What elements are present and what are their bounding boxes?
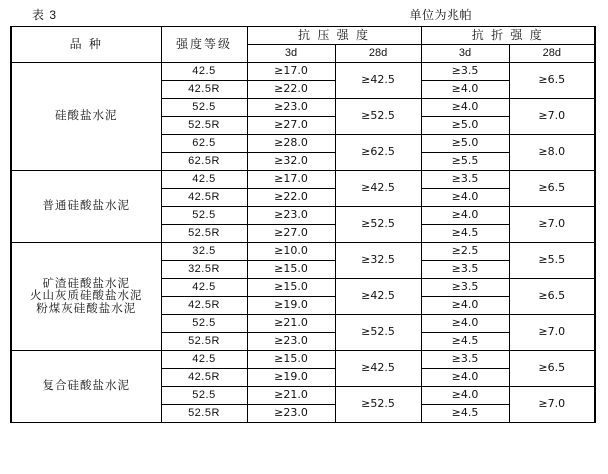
flexural-3d-value: ≥3.5 <box>421 351 509 369</box>
strength-grade-cell: 52.5R <box>161 117 247 135</box>
header-variety: 品 种 <box>11 27 161 63</box>
strength-grade-cell: 52.5 <box>161 99 247 117</box>
cement-variety-name: 硅酸盐水泥 <box>11 63 161 171</box>
compressive-3d-value: ≥27.0 <box>247 117 335 135</box>
flexural-28d-value: ≥7.0 <box>509 315 595 351</box>
strength-grade-cell: 42.5R <box>161 189 247 207</box>
compressive-3d-value: ≥19.0 <box>247 369 335 387</box>
table-body <box>11 63 595 423</box>
flexural-3d-value: ≥4.0 <box>421 369 509 387</box>
header-compressive-strength: 抗 压 强 度 <box>247 27 421 45</box>
flexural-3d-value: ≥3.5 <box>421 261 509 279</box>
compressive-3d-value: ≥22.0 <box>247 81 335 99</box>
compressive-28d-value: ≥52.5 <box>335 99 421 135</box>
compressive-3d-value: ≥15.0 <box>247 279 335 297</box>
table-row <box>11 351 595 369</box>
compressive-28d-value: ≥32.5 <box>335 243 421 279</box>
table-unit-note: 单位为兆帕 <box>409 8 472 22</box>
cement-strength-table <box>10 26 596 423</box>
compressive-3d-value: ≥17.0 <box>247 63 335 81</box>
compressive-3d-value: ≥15.0 <box>247 351 335 369</box>
compressive-28d-value: ≥52.5 <box>335 315 421 351</box>
cement-variety-name: 普通硅酸盐水泥 <box>11 171 161 243</box>
cement-variety-name: 矿渣硅酸盐水泥 火山灰质硅酸盐水泥 粉煤灰硅酸盐水泥 <box>11 243 161 351</box>
compressive-28d-value: ≥52.5 <box>335 387 421 423</box>
flexural-3d-value: ≥4.0 <box>421 81 509 99</box>
flexural-3d-value: ≥5.0 <box>421 135 509 153</box>
flexural-28d-value: ≥6.5 <box>509 63 595 99</box>
flexural-3d-value: ≥3.5 <box>421 279 509 297</box>
flexural-3d-value: ≥4.5 <box>421 225 509 243</box>
flexural-28d-value: ≥8.0 <box>509 135 595 171</box>
compressive-28d-value: ≥62.5 <box>335 135 421 171</box>
compressive-3d-value: ≥32.0 <box>247 153 335 171</box>
strength-grade-cell: 42.5R <box>161 81 247 99</box>
strength-grade-cell: 52.5R <box>161 333 247 351</box>
flexural-28d-value: ≥7.0 <box>509 207 595 243</box>
compressive-3d-value: ≥21.0 <box>247 315 335 333</box>
strength-grade-cell: 42.5 <box>161 171 247 189</box>
strength-grade-cell: 52.5R <box>161 225 247 243</box>
compressive-28d-value: ≥52.5 <box>335 207 421 243</box>
flexural-28d-value: ≥7.0 <box>509 387 595 423</box>
strength-grade-cell: 42.5 <box>161 351 247 369</box>
flexural-3d-value: ≥4.0 <box>421 315 509 333</box>
table-row <box>11 171 595 189</box>
cement-variety-name: 复合硅酸盐水泥 <box>11 351 161 423</box>
compressive-3d-value: ≥22.0 <box>247 189 335 207</box>
strength-grade-cell: 52.5 <box>161 207 247 225</box>
flexural-3d-value: ≥5.5 <box>421 153 509 171</box>
strength-grade-cell: 52.5 <box>161 387 247 405</box>
compressive-3d-value: ≥15.0 <box>247 261 335 279</box>
flexural-3d-value: ≥4.0 <box>421 207 509 225</box>
strength-grade-cell: 42.5 <box>161 279 247 297</box>
header-flexural-28d: 28d <box>509 45 595 63</box>
flexural-3d-value: ≥4.5 <box>421 333 509 351</box>
flexural-3d-value: ≥3.5 <box>421 171 509 189</box>
table-head <box>11 27 595 63</box>
header-flexural-strength: 抗 折 强 度 <box>421 27 595 45</box>
compressive-28d-value: ≥42.5 <box>335 351 421 387</box>
flexural-28d-value: ≥6.5 <box>509 171 595 207</box>
compressive-3d-value: ≥23.0 <box>247 99 335 117</box>
table-number: 表 3 <box>32 8 58 22</box>
table-row <box>11 243 595 261</box>
table-row <box>11 63 595 81</box>
flexural-28d-value: ≥5.5 <box>509 243 595 279</box>
flexural-3d-value: ≥4.0 <box>421 387 509 405</box>
compressive-3d-value: ≥10.0 <box>247 243 335 261</box>
flexural-3d-value: ≥4.0 <box>421 189 509 207</box>
strength-grade-cell: 62.5 <box>161 135 247 153</box>
flexural-28d-value: ≥6.5 <box>509 351 595 387</box>
compressive-3d-value: ≥28.0 <box>247 135 335 153</box>
flexural-3d-value: ≥4.0 <box>421 99 509 117</box>
flexural-28d-value: ≥7.0 <box>509 99 595 135</box>
compressive-28d-value: ≥42.5 <box>335 279 421 315</box>
header-row-main <box>11 27 595 45</box>
strength-grade-cell: 42.5R <box>161 369 247 387</box>
header-flexural-3d: 3d <box>421 45 509 63</box>
compressive-3d-value: ≥27.0 <box>247 225 335 243</box>
flexural-3d-value: ≥4.0 <box>421 297 509 315</box>
strength-grade-cell: 32.5 <box>161 243 247 261</box>
strength-grade-cell: 42.5R <box>161 297 247 315</box>
compressive-3d-value: ≥19.0 <box>247 297 335 315</box>
compressive-3d-value: ≥21.0 <box>247 387 335 405</box>
compressive-3d-value: ≥17.0 <box>247 171 335 189</box>
strength-grade-cell: 42.5 <box>161 63 247 81</box>
strength-grade-cell: 52.5R <box>161 405 247 423</box>
compressive-28d-value: ≥42.5 <box>335 63 421 99</box>
compressive-28d-value: ≥42.5 <box>335 171 421 207</box>
flexural-3d-value: ≥2.5 <box>421 243 509 261</box>
flexural-3d-value: ≥4.5 <box>421 405 509 423</box>
compressive-3d-value: ≥23.0 <box>247 405 335 423</box>
header-grade: 强度等级 <box>161 27 247 63</box>
strength-grade-cell: 52.5 <box>161 315 247 333</box>
table-caption-row <box>10 4 598 26</box>
flexural-3d-value: ≥5.0 <box>421 117 509 135</box>
compressive-3d-value: ≥23.0 <box>247 333 335 351</box>
header-compressive-28d: 28d <box>335 45 421 63</box>
flexural-3d-value: ≥3.5 <box>421 63 509 81</box>
strength-grade-cell: 62.5R <box>161 153 247 171</box>
flexural-28d-value: ≥6.5 <box>509 279 595 315</box>
strength-grade-cell: 32.5R <box>161 261 247 279</box>
compressive-3d-value: ≥23.0 <box>247 207 335 225</box>
header-compressive-3d: 3d <box>247 45 335 63</box>
